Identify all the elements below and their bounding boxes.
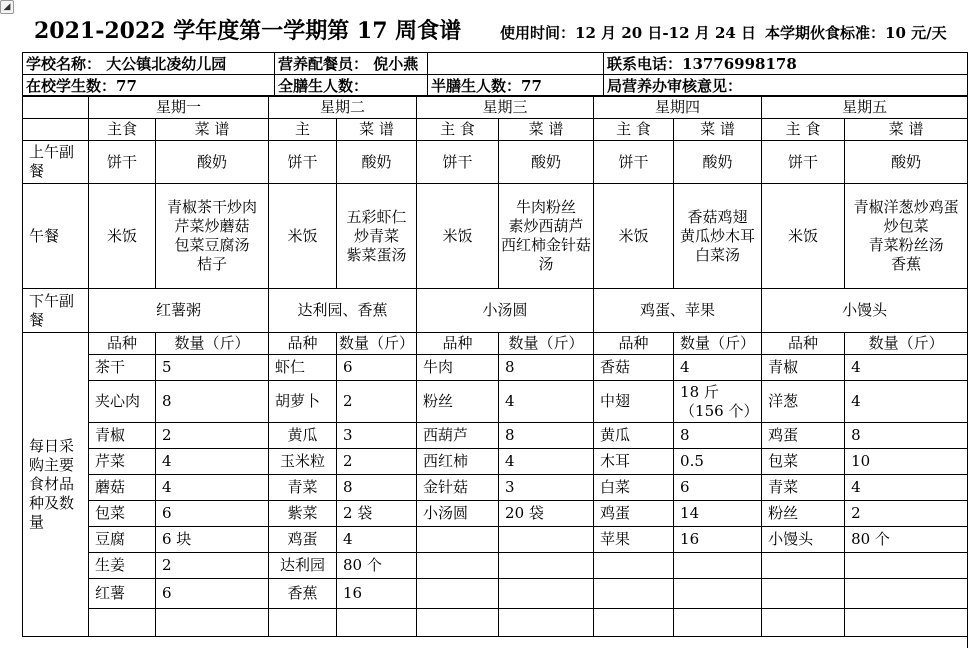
afternoon-snack: 小汤圆 [417,289,594,333]
purchase-qty [499,579,594,609]
purchase-item [762,579,845,609]
purchase-row [23,579,968,609]
purchase-qty: 6 块 [156,527,269,553]
purchase-qty: 3 [499,475,594,501]
purchase-item: 包菜 [89,501,156,527]
purchase-item: 黄瓜 [269,423,337,449]
purchase-qty: 80 个 [845,527,968,553]
lunch-staple: 米饭 [762,184,845,289]
morning-row [23,141,968,184]
staple-header: 主 食 [594,119,674,141]
sheet-edge [967,52,968,648]
purchase-item [417,579,499,609]
morning-staple: 饼干 [594,141,674,184]
purchase-qty [674,579,762,609]
afternoon-snack: 红薯粥 [89,289,269,333]
purchase-row [23,609,968,637]
lunch-dish: 青椒洋葱炒鸡蛋 炒包菜 青菜粉丝汤 香蕉 [845,184,968,289]
page-title: 2021-2022 学年度第一学期第 17 周食谱 [34,18,462,44]
purchase-row [23,527,968,553]
purchase-qty: 4 [499,381,594,423]
purchase-qty [845,609,968,637]
lunch-dish: 香菇鸡翅 黄瓜炒木耳 白菜汤 [674,184,762,289]
purchase-item: 中翅 [594,381,674,423]
purchase-item [417,527,499,553]
purchase-item: 金针菇 [417,475,499,501]
purchase-qty [499,609,594,637]
purchase-item: 虾仁 [269,355,337,381]
purchase-qty: 2 [845,501,968,527]
purchase-qty [156,609,269,637]
lunch-dish: 牛肉粉丝 素炒西葫芦 西红柿金针菇汤 [499,184,594,289]
purchase-qty: 6 [156,501,269,527]
purchase-item: 鸡蛋 [269,527,337,553]
qty-header: 数量（斤） [845,333,968,355]
purchase-qty: 16 [674,527,762,553]
item-header: 品种 [417,333,499,355]
purchase-qty [674,609,762,637]
purchase-item: 胡萝卜 [269,381,337,423]
purchase-item: 青椒 [762,355,845,381]
purchase-item: 生姜 [89,553,156,579]
purchase-qty: 8 [845,423,968,449]
dish-header: 菜 谱 [156,119,269,141]
purchase-qty: 14 [674,501,762,527]
purchase-qty: 80 个 [337,553,417,579]
staff-name: 营养配餐员： 倪小燕 [275,53,428,75]
purchase-qty: 4 [156,449,269,475]
sub-header-row [23,119,968,141]
menu-table [22,95,968,637]
purchase-item [89,609,156,637]
purchase-qty: 2 [337,449,417,475]
day-header: 星期二 [269,96,417,119]
purchase-item: 达利园 [269,553,337,579]
purchase-item [269,609,337,637]
info-table [22,52,968,97]
qty-header: 数量（斤） [337,333,417,355]
purchase-row [23,553,968,579]
dish-header: 菜 谱 [337,119,417,141]
purchase-item: 小汤圆 [417,501,499,527]
purchase-item: 豆腐 [89,527,156,553]
dish-header: 菜 谱 [845,119,968,141]
lunch-staple: 米饭 [417,184,499,289]
morning-dish: 酸奶 [845,141,968,184]
full-board-count: 全膳生人数： [275,75,428,97]
purchase-row [23,355,968,381]
morning-dish: 酸奶 [337,141,417,184]
purchase-qty: 10 [845,449,968,475]
purchase-row [23,423,968,449]
purchase-qty: 18 斤 （156 个） [674,381,762,423]
review-opinion: 局营养办审核意见： [604,75,968,97]
morning-dish: 酸奶 [499,141,594,184]
purchase-qty: 2 [337,381,417,423]
purchase-item: 红薯 [89,579,156,609]
purchase-item: 粉丝 [417,381,499,423]
purchase-qty: 6 [337,355,417,381]
day-header-row [23,96,968,119]
purchase-qty [499,527,594,553]
purchase-qty: 4 [845,355,968,381]
purchase-qty: 6 [156,579,269,609]
lunch-staple: 米饭 [89,184,156,289]
use-time: 使用时间：12 月 20 日-12 月 24 日 [500,24,757,42]
afternoon-snack: 小馒头 [762,289,968,333]
purchase-row [23,449,968,475]
purchase-qty: 2 袋 [337,501,417,527]
contact-phone: 联系电话：13776998178 [604,53,968,75]
purchase-row [23,475,968,501]
qty-header: 数量（斤） [674,333,762,355]
staple-header: 主 食 [762,119,845,141]
purchase-item: 茶干 [89,355,156,381]
morning-staple: 饼干 [762,141,845,184]
dish-header: 菜 谱 [499,119,594,141]
purchase-qty: 8 [499,423,594,449]
morning-staple: 饼干 [269,141,337,184]
header [0,0,973,46]
purchase-item [762,553,845,579]
purchase-qty [845,553,968,579]
row-label-purchase: 每日采购主要食材品种及数量 [23,333,89,637]
purchase-item [417,609,499,637]
purchase-qty: 4 [337,527,417,553]
purchase-item [594,609,674,637]
student-count: 在校学生数：77 [23,75,275,97]
purchase-item: 黄瓜 [594,423,674,449]
purchase-qty: 4 [845,381,968,423]
purchase-qty: 20 袋 [499,501,594,527]
purchase-item [594,553,674,579]
day-header: 星期一 [89,96,269,119]
lunch-staple: 米饭 [594,184,674,289]
purchase-item: 紫菜 [269,501,337,527]
purchase-item: 青椒 [89,423,156,449]
purchase-item: 小馒头 [762,527,845,553]
morning-dish: 酸奶 [156,141,269,184]
purchase-item: 香菇 [594,355,674,381]
day-header: 星期四 [594,96,762,119]
purchase-item: 香蕉 [269,579,337,609]
school-name: 学校名称： 大公镇北凌幼儿园 [23,53,275,75]
item-header: 品种 [594,333,674,355]
purchase-item: 白菜 [594,475,674,501]
purchase-item: 蘑菇 [89,475,156,501]
purchase-item: 西红柿 [417,449,499,475]
purchase-item: 西葫芦 [417,423,499,449]
purchase-header-row [23,333,968,355]
purchase-row [23,501,968,527]
purchase-qty: 8 [156,381,269,423]
purchase-item: 玉米粒 [269,449,337,475]
staple-header: 主 [269,119,337,141]
purchase-item: 包菜 [762,449,845,475]
purchase-item: 鸡蛋 [762,423,845,449]
staple-header: 主 食 [417,119,499,141]
purchase-item: 木耳 [594,449,674,475]
staple-header: 主食 [89,119,156,141]
purchase-qty: 2 [156,553,269,579]
purchase-qty: 8 [337,475,417,501]
qty-header: 数量（斤） [499,333,594,355]
row-label-afternoon: 下午副餐 [23,289,89,333]
day-header: 星期五 [762,96,968,119]
purchase-item [594,579,674,609]
morning-staple: 饼干 [89,141,156,184]
purchase-item: 牛肉 [417,355,499,381]
purchase-qty [845,579,968,609]
lunch-dish: 青椒茶干炒肉 芹菜炒蘑菇 包菜豆腐汤 桔子 [156,184,269,289]
purchase-item: 夹心肉 [89,381,156,423]
row-label-lunch: 午餐 [23,184,89,289]
meal-standard: 本学期伙食标准：10 元/天 [765,24,947,42]
purchase-item: 洋葱 [762,381,845,423]
purchase-qty [674,553,762,579]
item-header: 品种 [269,333,337,355]
purchase-qty: 5 [156,355,269,381]
morning-dish: 酸奶 [674,141,762,184]
half-board-count: 半膳生人数：77 [428,75,604,97]
lunch-row [23,184,968,289]
dish-header: 菜 谱 [674,119,762,141]
purchase-item [762,609,845,637]
purchase-qty: 0.5 [674,449,762,475]
purchase-qty: 8 [674,423,762,449]
day-header: 星期三 [417,96,594,119]
purchase-item: 青菜 [762,475,845,501]
spreadsheet-corner-icon[interactable]: ◢ [0,0,14,14]
morning-staple: 饼干 [417,141,499,184]
purchase-qty: 4 [674,355,762,381]
purchase-item: 苹果 [594,527,674,553]
item-header: 品种 [89,333,156,355]
afternoon-row [23,289,968,333]
purchase-item: 青菜 [269,475,337,501]
purchase-qty: 6 [674,475,762,501]
purchase-qty [337,609,417,637]
row-label-morning: 上午副餐 [23,141,89,184]
qty-header: 数量（斤） [156,333,269,355]
purchase-qty: 16 [337,579,417,609]
purchase-item: 鸡蛋 [594,501,674,527]
item-header: 品种 [762,333,845,355]
purchase-item [417,553,499,579]
afternoon-snack: 达利园、香蕉 [269,289,417,333]
purchase-qty: 4 [499,449,594,475]
purchase-row [23,381,968,423]
purchase-qty: 2 [156,423,269,449]
purchase-item: 粉丝 [762,501,845,527]
lunch-staple: 米饭 [269,184,337,289]
purchase-qty: 4 [156,475,269,501]
purchase-qty: 8 [499,355,594,381]
purchase-qty: 3 [337,423,417,449]
purchase-qty: 4 [845,475,968,501]
purchase-qty [499,553,594,579]
purchase-item: 芹菜 [89,449,156,475]
afternoon-snack: 鸡蛋、苹果 [594,289,762,333]
lunch-dish: 五彩虾仁 炒青菜 紫菜蛋汤 [337,184,417,289]
